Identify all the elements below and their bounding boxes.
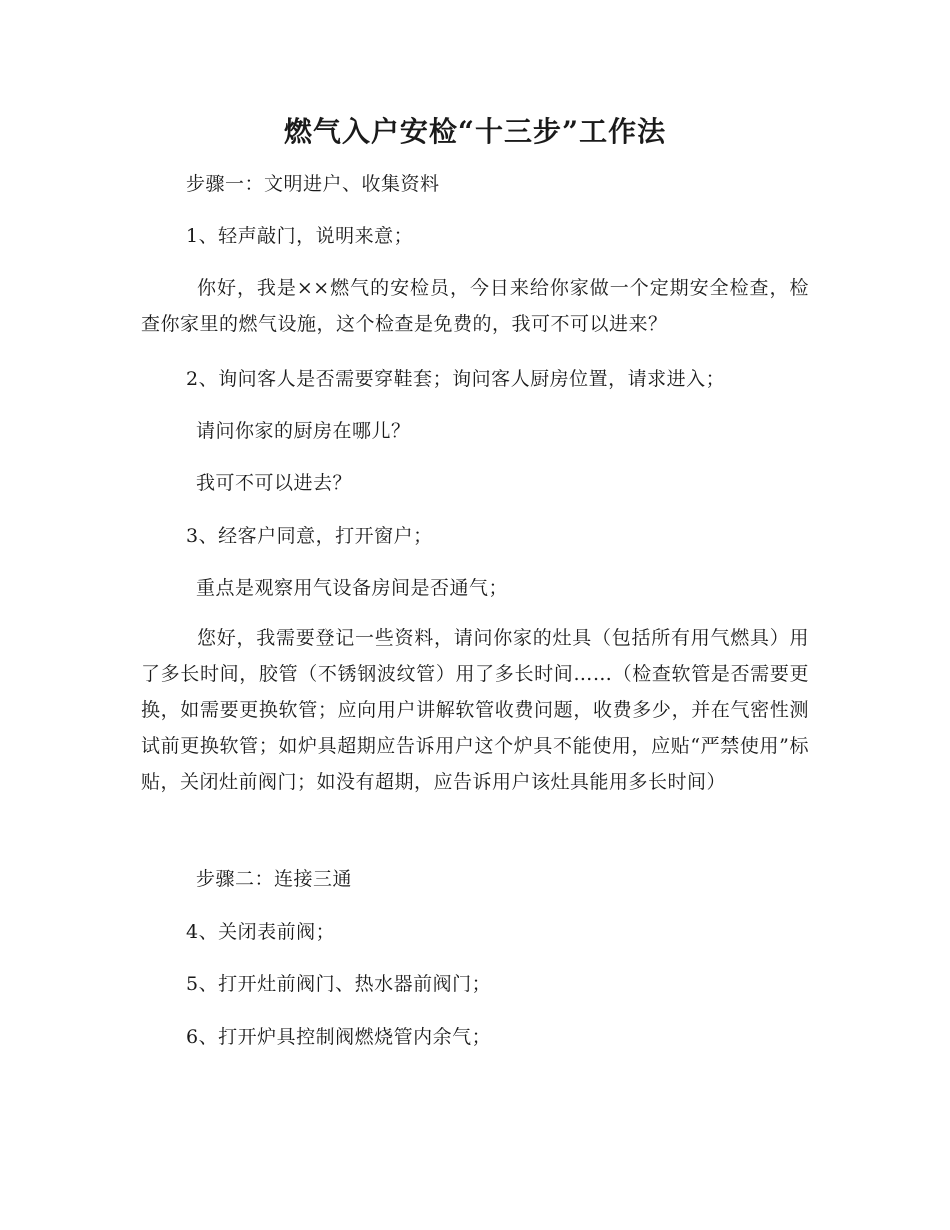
step1-heading: 步骤一：文明进户、收集资料 bbox=[186, 173, 440, 195]
item-2-speech-a: 请问你家的厨房在哪儿？ bbox=[196, 420, 411, 442]
item-6: 6、打开炉具控制阀燃烧管内余气； bbox=[186, 1026, 492, 1048]
item-2-speech-b: 我可不可以进去？ bbox=[196, 472, 353, 494]
item-4: 4、关闭表前阀； bbox=[186, 921, 336, 943]
step2-heading: 步骤二：连接三通 bbox=[196, 868, 353, 890]
item-1: 1、轻声敲门，说明来意； bbox=[186, 225, 414, 247]
item-3-note: 重点是观察用气设备房间是否通气； bbox=[196, 577, 509, 599]
item-3: 3、经客户同意，打开窗户； bbox=[186, 525, 433, 547]
item-3-speech: 您好，我需要登记一些资料，请问你家的灶具（包括所有用气燃具）用了多长时间，胶管（不锈钢波纹管）用了多长时间……（检查软管是否需要更换，如需要更换软管；应向用户讲解软管收费问题，收费多少，并在气密性测试前更换软管；如炉具超期应告诉用户这个炉具不能使用，应贴“严禁使用”标贴，关闭灶前阀门；如没有超期，应告诉用户该灶具能用多长时间） bbox=[141, 627, 809, 793]
item-5: 5、打开灶前阀门、热水器前阀门； bbox=[186, 973, 492, 995]
item-2: 2、询问客人是否需要穿鞋套；询问客人厨房位置，请求进入； bbox=[186, 368, 726, 390]
document-title: 燃气入户安检“十三步”工作法 bbox=[283, 115, 667, 148]
item-1-speech: 你好，我是××燃气的安检员，今日来给你家做一个定期安全检查，检查你家里的燃气设施，这个检查是免费的，我可不可以进来？ bbox=[141, 277, 809, 335]
